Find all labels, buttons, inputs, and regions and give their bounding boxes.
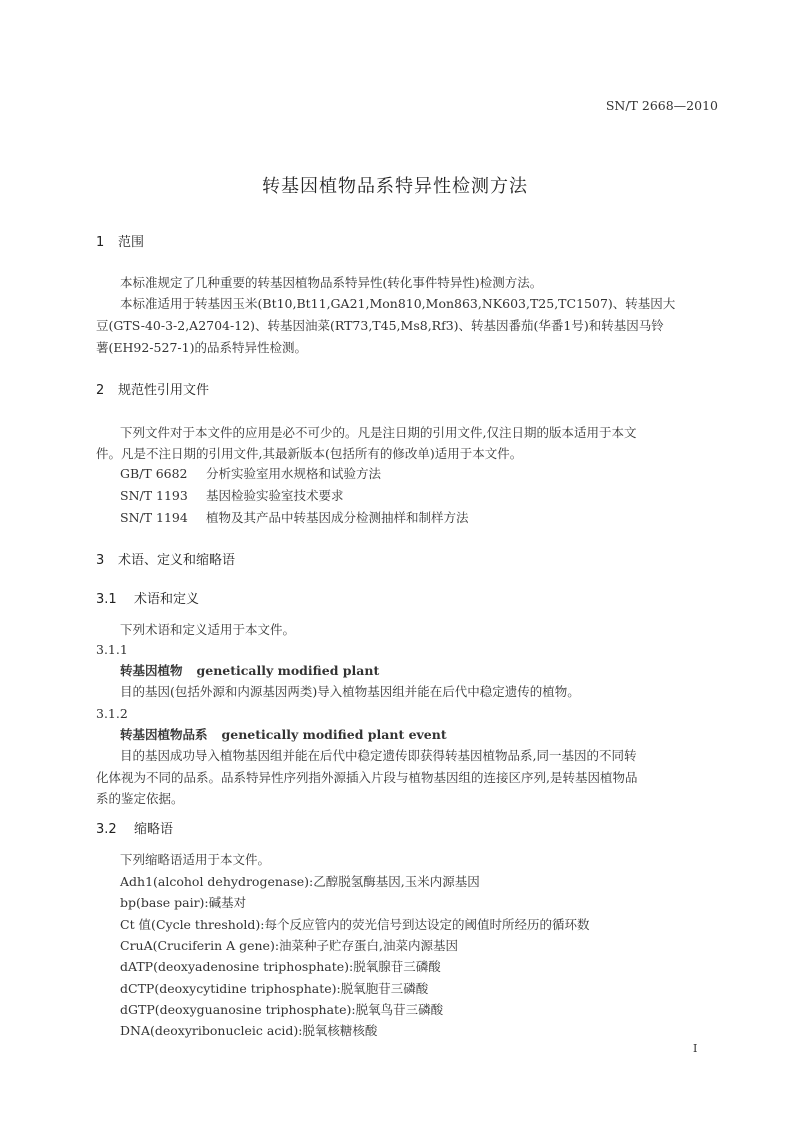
reference-item xyxy=(120,465,381,483)
section-title: 缩略语 xyxy=(134,822,174,837)
section-number: 3.1 xyxy=(96,592,117,607)
term-definition: 系的鉴定依据。 xyxy=(96,791,184,806)
abbreviation-item: Adh1(alcohol dehydrogenase):乙醇脱氢酶基因,玉米内源基因 xyxy=(120,874,480,889)
paragraph-line: 薯(EH92-527-1)的品系特异性检测。 xyxy=(96,340,307,355)
section-title: 术语和定义 xyxy=(134,592,200,607)
section-title: 规范性引用文件 xyxy=(118,383,210,398)
paragraph-line: 下列缩略语适用于本文件。 xyxy=(120,852,271,867)
paragraph-line: 下列文件对于本文件的应用是必不可少的。凡是注日期的引用文件,仅注日期的版本适用于本文 xyxy=(120,425,637,440)
term-en: genetically modified plant xyxy=(196,663,380,678)
standard-code: SN/T 2668—2010 xyxy=(605,98,718,113)
term-heading xyxy=(120,662,379,680)
reference-item xyxy=(120,509,469,527)
term-cn: 转基因植物品系 xyxy=(120,727,208,742)
reference-code: SN/T 1194 xyxy=(120,510,188,525)
term-definition: 目的基因成功导入植物基因组并能在后代中稳定遗传即获得转基因植物品系,同一基因的不同转 xyxy=(120,748,637,763)
section-1-heading xyxy=(96,234,144,252)
section-number: 3 xyxy=(96,553,105,568)
document-title: 转基因植物品系特异性检测方法 xyxy=(262,176,528,197)
reference-title: 基因检验实验室技术要求 xyxy=(206,488,344,503)
abbreviation-item: dGTP(deoxyguanosine triphosphate):脱氧鸟苷三磷酸 xyxy=(120,1002,444,1017)
paragraph-line: 下列术语和定义适用于本文件。 xyxy=(120,622,296,637)
section-3-2-heading xyxy=(96,821,173,839)
section-title: 范围 xyxy=(118,235,145,250)
section-2-heading xyxy=(96,382,209,400)
paragraph-line: 件。凡是不注日期的引用文件,其最新版本(包括所有的修改单)适用于本文件。 xyxy=(96,446,523,461)
term-definition: 化体视为不同的品系。品系特异性序列指外源插入片段与植物基因组的连接区序列,是转基因植物品 xyxy=(96,770,638,785)
abbreviation-item: dATP(deoxyadenosine triphosphate):脱氧腺苷三磷酸 xyxy=(120,959,441,974)
abbreviation-item: dCTP(deoxycytidine triphosphate):脱氧胞苷三磷酸 xyxy=(120,981,429,996)
paragraph-line: 本标准适用于转基因玉米(Bt10,Bt11,GA21,Mon810,Mon863,NK603,T25,TC1507)、转基因大 xyxy=(120,296,676,311)
abbreviation-item: bp(base pair):碱基对 xyxy=(120,895,247,910)
reference-code: SN/T 1193 xyxy=(120,488,188,503)
abbreviation-item: DNA(deoxyribonucleic acid):脱氧核糖核酸 xyxy=(120,1023,378,1038)
section-3-heading xyxy=(96,552,235,570)
paragraph-line: 本标准规定了几种重要的转基因植物品系特异性(转化事件特异性)检测方法。 xyxy=(120,275,543,290)
term-number: 3.1.1 xyxy=(96,642,128,657)
reference-item xyxy=(120,487,344,505)
section-number: 3.2 xyxy=(96,822,117,837)
term-number: 3.1.2 xyxy=(96,706,128,721)
section-number: 2 xyxy=(96,383,105,398)
paragraph-line: 豆(GTS-40-3-2,A2704-12)、转基因油菜(RT73,T45,Ms8,Rf3)、转基因番茄(华番1号)和转基因马铃 xyxy=(96,318,664,333)
reference-code: GB/T 6682 xyxy=(120,466,188,481)
section-number: 1 xyxy=(96,235,105,250)
term-definition: 目的基因(包括外源和内源基因两类)导入植物基因组并能在后代中稳定遗传的植物。 xyxy=(120,684,580,699)
reference-title: 植物及其产品中转基因成分检测抽样和制样方法 xyxy=(206,510,469,525)
section-3-1-heading xyxy=(96,591,199,609)
reference-title: 分析实验室用水规格和试验方法 xyxy=(206,466,382,481)
term-cn: 转基因植物 xyxy=(120,663,183,678)
term-heading xyxy=(120,726,447,744)
page-number: I xyxy=(693,1042,698,1055)
abbreviation-item: Ct 值(Cycle threshold):每个反应管内的荧光信号到达设定的阈值时所经历的循环数 xyxy=(120,917,590,932)
term-en: genetically modified plant event xyxy=(221,727,447,742)
section-title: 术语、定义和缩略语 xyxy=(118,553,236,568)
abbreviation-item: CruA(Cruciferin A gene):油菜种子贮存蛋白,油菜内源基因 xyxy=(120,938,459,953)
